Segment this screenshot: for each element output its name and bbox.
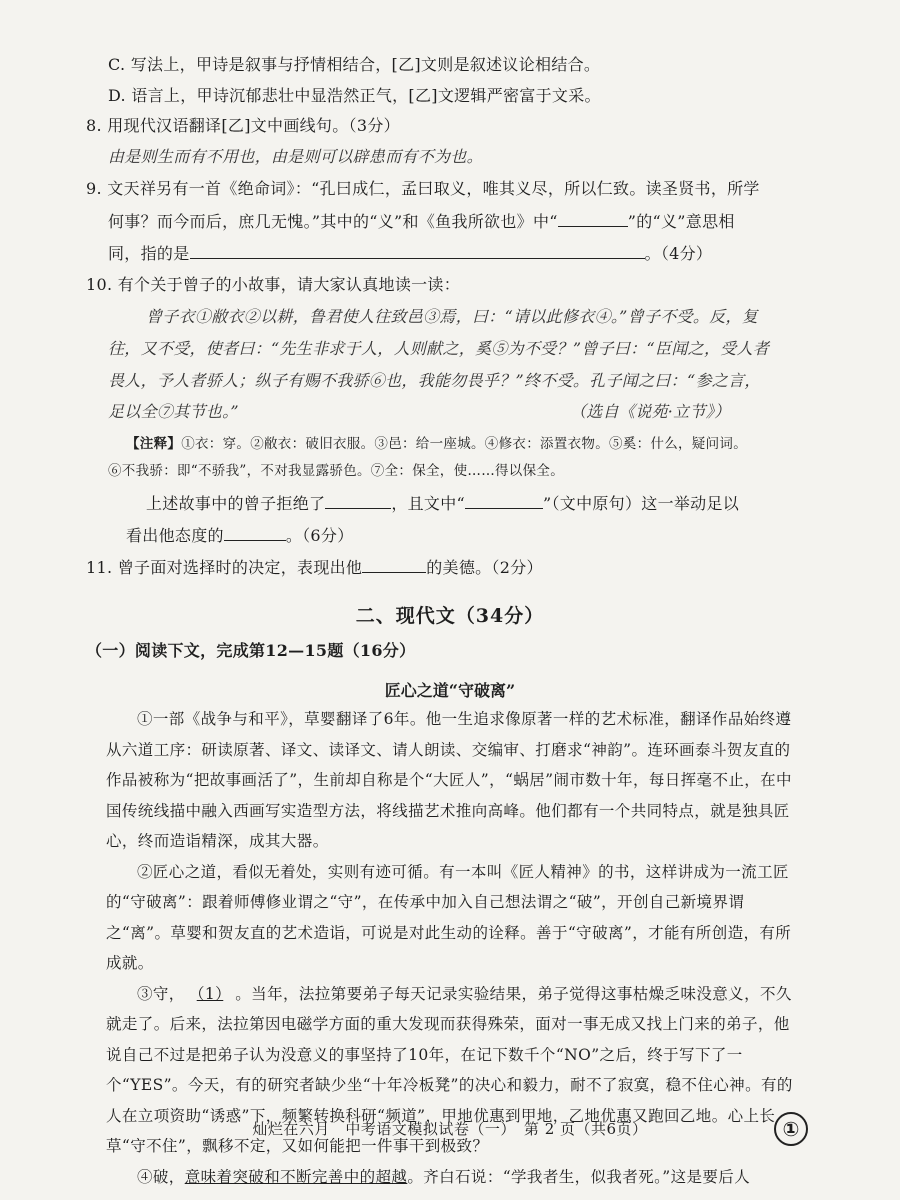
article-title: 匠心之道“守破离” [384, 681, 516, 700]
q10-story-line4: 足以全⑦其节也。” [108, 402, 239, 421]
q9-line3-text-b: 。（4分） [644, 244, 713, 263]
q11-text-b: 的美德。（2分） [426, 558, 543, 577]
q10-story-line1: 曾子衣①敝衣②以耕，鲁君使人往致邑③焉，曰：“请以此修衣④。”曾子不受。反，复 [146, 307, 759, 326]
blank-1[interactable]: （1） [196, 984, 224, 1003]
paragraph-4-lead: ④破， [137, 1167, 185, 1186]
paragraph-4-underlined: 意味着突破和不断完善中的超越 [184, 1167, 408, 1186]
paragraph-4-text: 。齐白石说：“学我者生，似我者死。”这是要后人 [407, 1167, 751, 1186]
q8-stem: 8. 用现代汉语翻译[乙]文中画线句。（3分） [86, 116, 400, 135]
q10-stem: 10. 有个关于曾子的小故事，请大家认真地读一读： [86, 275, 461, 294]
q10-question-line1 [146, 492, 739, 515]
page-footer: 灿烂在六月 中考语文模拟试卷（一） 第 2 页（共6页） [252, 1120, 648, 1138]
q11-text-a: 11. 曾子面对选择时的决定，表现出他 [86, 558, 363, 577]
q10-story-line3: 畏人，予人者骄人；纵子有赐不我骄⑥也，我能勿畏乎？”终不受。孔子闻之曰：“参之言， [108, 371, 761, 390]
paragraph-3-lead: ③守， [137, 984, 185, 1003]
q9-line3 [108, 242, 712, 265]
q9-blank-2[interactable] [190, 242, 645, 259]
q10-notes-line1 [126, 433, 747, 455]
q10-ask-text-a: 上述故事中的曾子拒绝了 [146, 494, 326, 513]
paragraph-2: ②匠心之道，看似无着处，实则有迹可循。有一本叫《匠人精神》的书，这样讲成为一流工匠的“守破离”：跟着师傅修业谓之“守”，在传承中加入自己想法谓之“破”，开创自己新境界谓之“离”。草婴和贺友直的艺术造诣，可说是对此生动的诠释。善于“守破离”，才能有所创造，有所成就。 [106, 862, 792, 972]
part-heading: （一）阅读下文，完成第12—15题（16分） [86, 641, 416, 660]
q10-question-line2 [126, 524, 354, 547]
q9-line3-text-a: 同，指的是 [108, 244, 190, 263]
q8-underlined-sentence: 由是则生而有不用也，由是则可以辟患而有不为也。 [108, 147, 483, 166]
q10-ask-text-d: 看出他态度的 [126, 526, 224, 545]
q10-ask-text-b: ，且文中“ [391, 494, 465, 513]
page-mark: ① [774, 1112, 808, 1146]
q9-line2-text-a: 何事？而今而后，庶几无愧。”其中的“义”和《鱼我所欲也》中“ [108, 212, 558, 231]
q7-option-c: C. 写法上，甲诗是叙事与抒情相结合，[乙]文则是叙述议论相结合。 [108, 55, 601, 74]
q10-story-line2: 往，又不受，使者曰：“先生非求于人，人则献之，奚⑤为不受？”曾子曰：“臣闻之，受人者 [108, 339, 770, 358]
paragraph-4 [106, 1162, 796, 1193]
q9-line2 [108, 210, 735, 233]
paragraph-3-text: 。当年，法拉第要弟子每天记录实验结果，弟子觉得这事枯燥乏味没意义，不久就走了。后来，法拉第因电磁学方面的重大发现而获得殊荣，面对一事无成又找上门来的弟子，他说自己不过是把弟子认为没意义的事坚持了10年，在记下数千个“NO”之后，终于写下了一个“YES”。今天，有的研究者缺少坐“十年冷板凳”的决心和毅力，耐不了寂寞，稳不住心神。有的人在立项资助“诱惑”下，频繁转换科研“频道”，甲地优惠到甲地，乙地优惠又跑回乙地。心上长草“守不住”，飘移不定，又如何能把一件事干到极致？ [106, 984, 793, 1155]
q7-option-d: D. 语言上，甲诗沉郁悲壮中显浩然正气，[乙]文逻辑严密富于文采。 [108, 86, 601, 105]
q10-blank-1[interactable] [325, 492, 391, 509]
q10-source: （选自《说苑·立节》） [570, 402, 731, 421]
q9-line2-text-b: ”的“义”意思相 [627, 212, 735, 231]
q11-blank[interactable] [362, 556, 426, 573]
q10-ask-text-c: ”（文中原句）这一举动足以 [543, 494, 740, 513]
paragraph-1: ①一部《战争与和平》，草婴翻译了6年。他一生追求像原著一样的艺术标准，翻译作品始终遵从六道工序：研读原著、译文、读译文、请人朗读、交编审、打磨求“神韵”。连环画泰斗贺友直的作品被称为“把故事画活了”，生前却自称是个“大匠人”，“蜗居”闹市数十年，每日挥毫不止，在中国传统线描中融入西画写实造型方法，将线描艺术推向高峰。他们都有一个共同特点，就是独具匠心，终而造诣精深，成其大器。 [106, 710, 792, 850]
q10-notes-line2: ⑥不我骄：即“不骄我”，不对我显露骄色。⑦全：保全，使……得以保全。 [108, 463, 565, 479]
section-heading: 二、现代文（34分） [355, 605, 545, 627]
notes-text-1: ①衣：穿。②敝衣：破旧衣服。③邑：给一座城。④修衣：添置衣物。⑤奚：什么，疑问词。 [181, 436, 748, 452]
q9-line1: 9. 文天祥另有一首《绝命词》：“孔曰成仁，孟曰取义，唯其义尽，所以仁致。读圣贤书，所学 [86, 179, 760, 198]
q10-blank-3[interactable] [224, 524, 286, 541]
q11 [86, 556, 543, 579]
q9-blank-1[interactable] [558, 210, 628, 227]
q10-blank-2[interactable] [465, 492, 543, 509]
q10-ask-text-e: 。（6分） [285, 526, 354, 545]
notes-label: 【注释】 [126, 436, 182, 452]
